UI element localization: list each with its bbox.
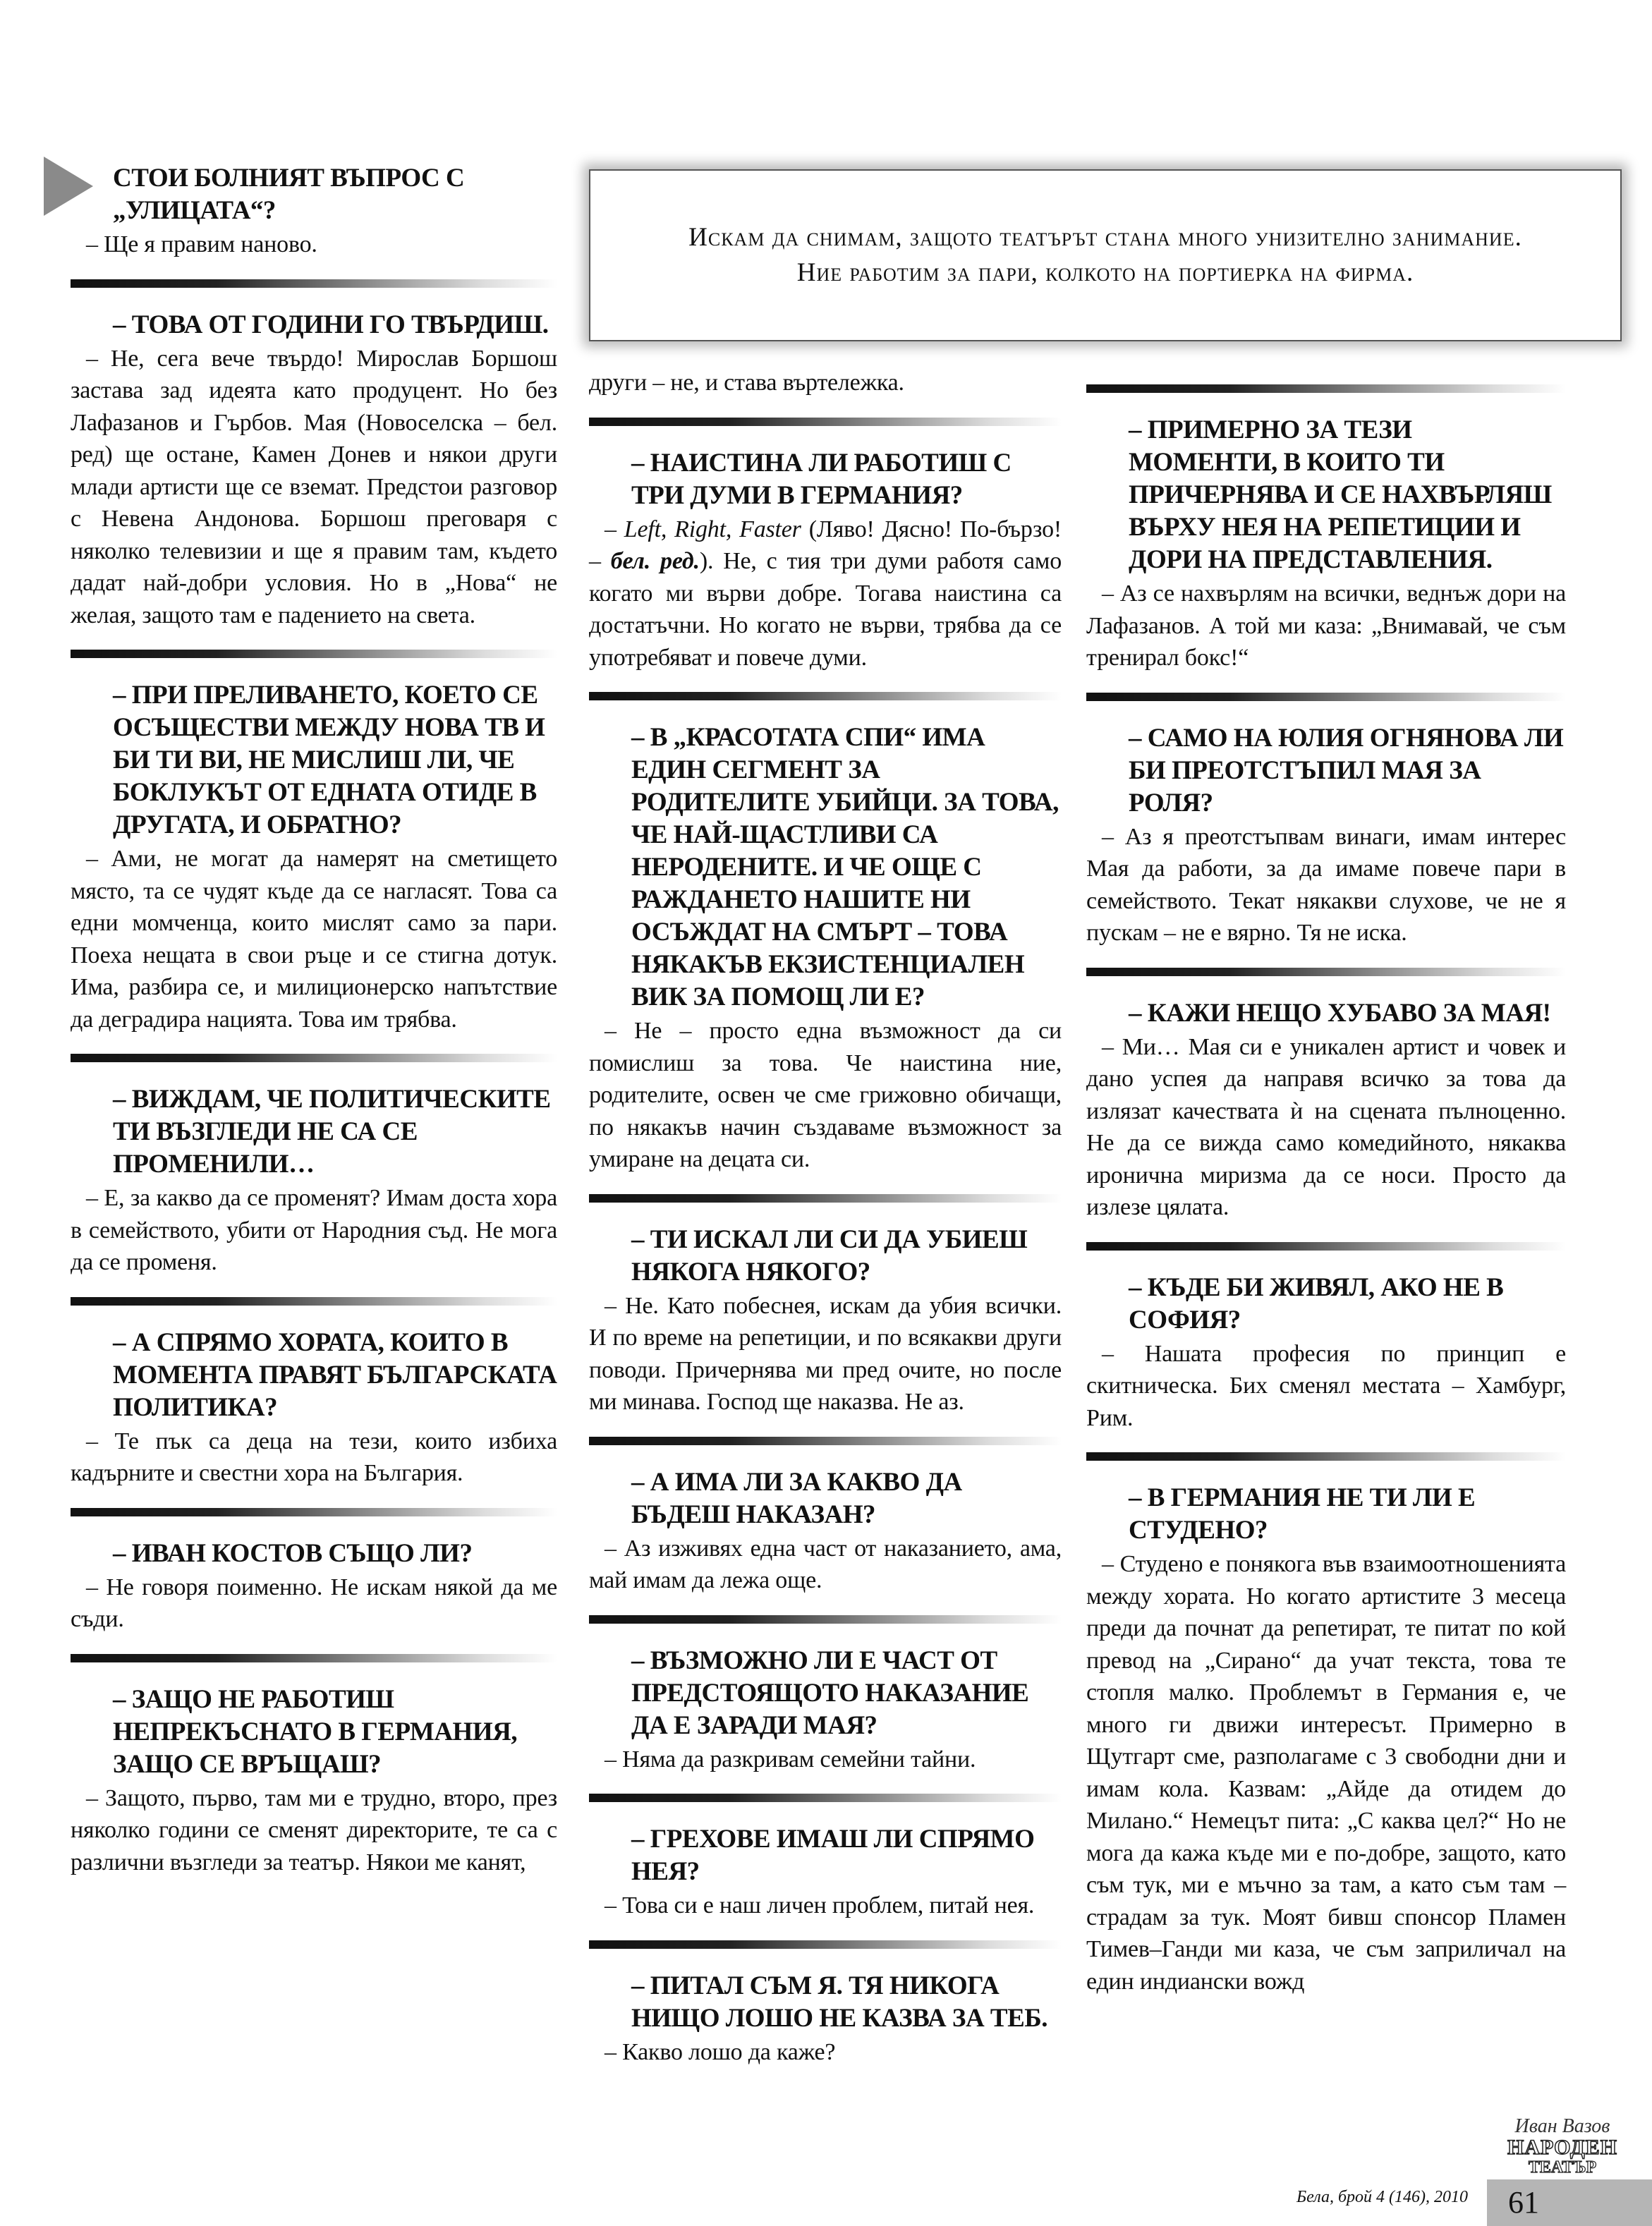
middle-column — [589, 367, 1062, 2068]
answer: – Не – просто една възможност да си помислиш за това. Че наистина ние, родителите, освен че сме грижовно обичащи, по някакъв начин създаваме възможност за умиране на децата си. — [589, 1018, 1062, 1172]
qa-block — [589, 1645, 1062, 1776]
answer: – Ми… Мая си е уникален артист и човек и дано успея да направя всичко за това да излязат качествата ѝ на сцената пълноценно. Не да се вижда само комедийното, някаква иронична миризма да се носи. Просто да излезе цялата. — [1086, 1033, 1566, 1220]
answer: – Какво лошо да каже? — [605, 2038, 836, 2065]
section-divider — [1086, 968, 1566, 976]
section-divider — [589, 692, 1062, 700]
section-divider — [1086, 693, 1566, 701]
question: – КЪДЕ БИ ЖИВЯЛ, АКО НЕ В СОФИЯ? — [1129, 1272, 1504, 1334]
question: – ТОВА ОТ ГОДИНИ ГО ТВЪРДИШ. — [113, 310, 549, 339]
section-divider — [589, 1615, 1062, 1624]
qa-block — [589, 1224, 1062, 1418]
answer: – Това си е наш личен проблем, питай нея. — [605, 1892, 1035, 1918]
pull-quote-text: Искам да снимам, защото театърът стана много унизително занимание. Ние работим за пари, колкото на портиерка на фирма. — [688, 223, 1522, 287]
qa-block — [71, 1538, 557, 1636]
qa-block — [71, 1684, 557, 1879]
section-divider — [71, 1654, 557, 1662]
question: – НАИСТИНА ЛИ РАБОТИШ С ТРИ ДУМИ В ГЕРМАНИЯ? — [631, 448, 1012, 510]
answer: – Не говоря поименно. Не искам някой да ме съди. — [71, 1574, 557, 1632]
publication-info: Бела, брой 4 (146), 2010 — [1296, 2188, 1469, 2206]
logo-line2: ТЕАТЪР — [1528, 2158, 1597, 2177]
answer: – Не. Като побеснея, искам да убия всички. И по време на репетиции, и по всякакви други поводи. Причернява ми пред очите, но после ми минава. Господ ще наказва. Не аз. — [589, 1292, 1062, 1415]
qa-block — [71, 1083, 557, 1279]
section-divider — [589, 1794, 1062, 1802]
question: – ПИТАЛ СЪМ Я. ТЯ НИКОГА НИЩО ЛОШО НЕ КАЗВА ЗА ТЕБ. — [631, 1971, 1047, 2033]
question: – А СПРЯМО ХОРАТА, КОИТО В МОМЕНТА ПРАВЯТ БЪЛГАРСКАТА ПОЛИТИКА? — [113, 1327, 557, 1422]
question: – ИВАН КОСТОВ СЪЩО ЛИ? — [113, 1538, 473, 1568]
answer-continuation: други – не, и става въртележка. — [589, 370, 904, 396]
editor-note: бел. ред. — [610, 548, 700, 574]
section-divider — [71, 1508, 557, 1516]
answer: – Студено е понякога във взаимоотношенията между хората. Но когато артистите 3 месеца преди да почнат да репетират, те питат по кой превод на „Сирано“ да учат текста, това те стопля малко. Проблемът в Германия е, че много ги движи интересът. Примерно в Щутгарт сме, разполагаме с 3 свободни дни и имам кола. Казвам: „Айде да отидем до Милано.“ Немецът пита: „С каква цел?“ Но не мога да кажа къде ми е по-добре, защото, като съм тук, ми е мъчно за там, а като съм там – страдам за тук. Моят бивш спонсор Пламен Тимев–Ганди ми каза, че съм заприличал на един индиански вожд — [1086, 1551, 1566, 1995]
right-column — [1086, 384, 1566, 1997]
answer: – Защото, първо, там ми е трудно, второ, през няколко години се сменят директорите, те са с различни възгледи за театър. Някои ме канят, — [71, 1784, 557, 1875]
qa-block — [1086, 722, 1566, 949]
answer: – Те пък са деца на тези, които избиха кадърните и свестни хора на България. — [71, 1428, 557, 1486]
section-divider — [589, 1194, 1062, 1203]
triangle-marker-icon — [44, 157, 93, 216]
qa-block — [71, 162, 557, 261]
qa-block — [589, 1970, 1062, 2069]
section-divider — [1086, 1242, 1566, 1251]
logo-line1: НАРОДЕН — [1507, 2136, 1617, 2159]
answer: – Ами, не могат да намерят на сметището място, та се чудят къде да се нагласят. Това са едни момченца, които мислят само за пари. Поеха нещата в свои ръце и се стигна дотук. Има, разбира се, и милиционерско напътствие да деградира нацията. Това им трябва. — [71, 846, 557, 1033]
qa-block — [1086, 997, 1566, 1224]
answer: – Няма да разкривам семейни тайни. — [605, 1746, 976, 1772]
section-divider — [71, 1297, 557, 1306]
qa-block — [589, 447, 1062, 674]
section-divider — [71, 650, 557, 658]
qa-block — [1086, 1272, 1566, 1435]
answer-part: (Ляво! Дясно! По-бързо! – — [589, 516, 1062, 574]
question: – ГРЕХОВЕ ИМАШ ЛИ СПРЯМО НЕЯ? — [631, 1825, 1035, 1886]
question: СТОИ БОЛНИЯТ ВЪПРОС С „УЛИЦАТА“? — [113, 164, 465, 225]
answer: – Ще я правим наново. — [86, 231, 317, 257]
qa-block — [71, 309, 557, 632]
answer: – Аз изживях една част от наказанието, ама, май имам да лежа още. — [589, 1535, 1062, 1593]
answer-part: ). Не, с тия три думи работя само когато ми върви добре. Тогава наистина са достатъчни. Но когато не върви, трябва да се употребяват и повече думи. — [589, 548, 1062, 671]
qa-block — [1086, 1482, 1566, 1997]
section-divider — [1086, 384, 1566, 393]
section-divider — [1086, 1452, 1566, 1461]
question: – В „КРАСОТАТА СПИ“ ИМА ЕДИН СЕГМЕНТ ЗА РОДИТЕЛИТЕ УБИЙЦИ. ЗА ТОВА, ЧЕ НАЙ-ЩАСТЛИВИ СА НЕРОДЕНИТЕ. И ЧЕ ОЩЕ С РАЖДАНЕТО НАШИТЕ НИ ОСЪЖДАТ НА СМЪРТ – ТОВА НЯКАКЪВ ЕКЗИСТЕНЦИАЛЕН ВИК ЗА ПОМОЩ ЛИ Е? — [631, 723, 1059, 1011]
qa-block — [1086, 414, 1566, 674]
question: – ЗАЩО НЕ РАБОТИШ НЕПРЕКЪСНАТО В ГЕРМАНИЯ, ЗАЩО СЕ ВРЪЩАШ? — [113, 1684, 518, 1779]
question: – ПРИ ПРЕЛИВАНЕТО, КОЕТО СЕ ОСЪЩЕСТВИ МЕЖДУ НОВА ТВ И БИ ТИ ВИ, НЕ МИСЛИШ ЛИ, ЧЕ БОКЛУКЪТ ОТ ЕДНАТА ОТИДЕ В ДРУГАТА, И ОБРАТНО? — [113, 681, 545, 839]
answer: – Е, за какво да се променят? Имам доста хора в семейството, убити от Народния съд. Не мога да се променя. — [71, 1185, 557, 1275]
question: – САМО НА ЮЛИЯ ОГНЯНОВА ЛИ БИ ПРЕОТСТЪПИЛ МАЯ ЗА РОЛЯ? — [1129, 723, 1564, 817]
answer: – Left, Right, Faster (Ляво! Дясно! По-бързо! – бел. ред.). Не, с тия три думи работя само когато ми върви добре. Тогава наистина са достатъчни. Но когато не върви, трябва да се употребяват и повече думи. — [589, 516, 1062, 671]
section-divider — [71, 279, 557, 288]
qa-block — [589, 1823, 1062, 1922]
qa-block — [589, 722, 1062, 1176]
qa-block — [71, 679, 557, 1035]
question: – ТИ ИСКАЛ ЛИ СИ ДА УБИЕШ НЯКОГА НЯКОГО? — [631, 1224, 1028, 1287]
qa-block — [71, 1327, 557, 1490]
answer: – Нашата професия по принцип е скитническа. Бих сменял местата – Хамбург, Рим. — [1086, 1340, 1566, 1431]
question: – ВИЖДАМ, ЧЕ ПОЛИТИЧЕСКИТЕ ТИ ВЪЗГЛЕДИ НЕ СА СЕ ПРОМЕНИЛИ… — [113, 1085, 551, 1179]
section-divider — [71, 1054, 557, 1062]
answer: – Аз се нахвърлям на всички, веднъж дори на Лафазанов. А той ми каза: „Внимавай, че съм тренирал бокс!“ — [1086, 580, 1566, 671]
question: – А ИМА ЛИ ЗА КАКВО ДА БЪДЕШ НАКАЗАН? — [631, 1467, 962, 1529]
left-column — [71, 162, 557, 1878]
logo-script: Иван Вазов — [1514, 2115, 1610, 2137]
answer-italic: Left, Right, Faster — [624, 516, 801, 542]
question: – ПРИМЕРНО ЗА ТЕЗИ МОМЕНТИ, В КОИТО ТИ ПРИЧЕРНЯВА И СЕ НАХВЪРЛЯШ ВЪРХУ НЕЯ НА РЕПЕТИЦИИ И ДОРИ НА ПРЕДСТАВЛЕНИЯ. — [1129, 415, 1552, 574]
answer: – Не, сега вече твърдо! Мирослав Боршош застава зад идеята като продуцент. Но без Лафазанов и Гърбов. Мая (Новоселска – бел. ред) ще остане, Камен Донев и някои други млади артисти ще се вземат. Предстои разговор с Невена Андонова. Боршош преговаря с няколко телевизии и ще я правим там, където дадат най-добри условия. Но в „Нова“ не желая, защото там е падението на света. — [71, 345, 557, 628]
question: – В ГЕРМАНИЯ НЕ ТИ ЛИ Е СТУДЕНО? — [1129, 1483, 1476, 1545]
question: – КАЖИ НЕЩО ХУБАВО ЗА МАЯ! — [1129, 998, 1551, 1028]
page-number: 61 — [1487, 2179, 1652, 2226]
question: – ВЪЗМОЖНО ЛИ Е ЧАСТ ОТ ПРЕДСТОЯЩОТО НАКАЗАНИЕ ДА Е ЗАРАДИ МАЯ? — [631, 1646, 1029, 1740]
pull-quote-box — [589, 169, 1622, 341]
national-theatre-logo — [1502, 2116, 1622, 2179]
section-divider — [589, 1940, 1062, 1949]
section-divider — [589, 418, 1062, 426]
section-divider — [589, 1437, 1062, 1445]
answer: – Аз я преотстъпвам винаги, имам интерес Мая да работи, за да имаме повече пари в семейството. Текат някакви слухове, че не я пускам – не е вярно. Тя не иска. — [1086, 823, 1566, 946]
qa-block — [589, 1466, 1062, 1597]
